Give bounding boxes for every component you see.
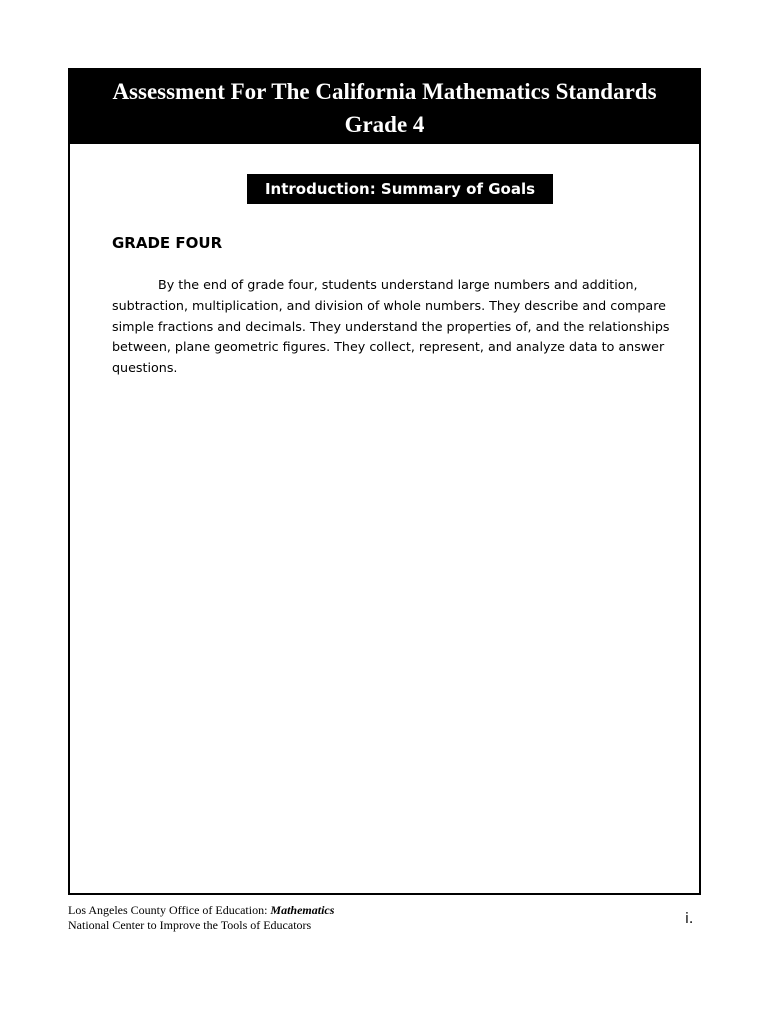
title-banner — [70, 70, 699, 144]
footer-org-line2: National Center to Improve the Tools of Educators — [68, 918, 312, 932]
footer-org-line — [68, 903, 334, 918]
footer-credits — [68, 903, 334, 933]
grade-title: Grade 4 — [344, 112, 425, 137]
document-title: Assessment For The California Mathematics Standards — [112, 79, 657, 104]
grade-heading: GRADE FOUR — [112, 234, 223, 252]
footer-org-prefix: Los Angeles County Office of Education: — [68, 903, 271, 917]
footer-org-subject: Mathematics — [270, 903, 335, 917]
page-number: i. — [685, 911, 694, 927]
content-frame — [68, 68, 701, 895]
summary-paragraph: By the end of grade four, students understand large numbers and addition, subtraction, multiplication, and division of whole numbers. They describe and compare simple fractions and decimals. They understand the properties of, and the relationships between, plane geometric figures. They collect, represent, and analyze data to answer questions. — [112, 277, 670, 376]
section-banner: Introduction: Summary of Goals — [247, 174, 553, 204]
